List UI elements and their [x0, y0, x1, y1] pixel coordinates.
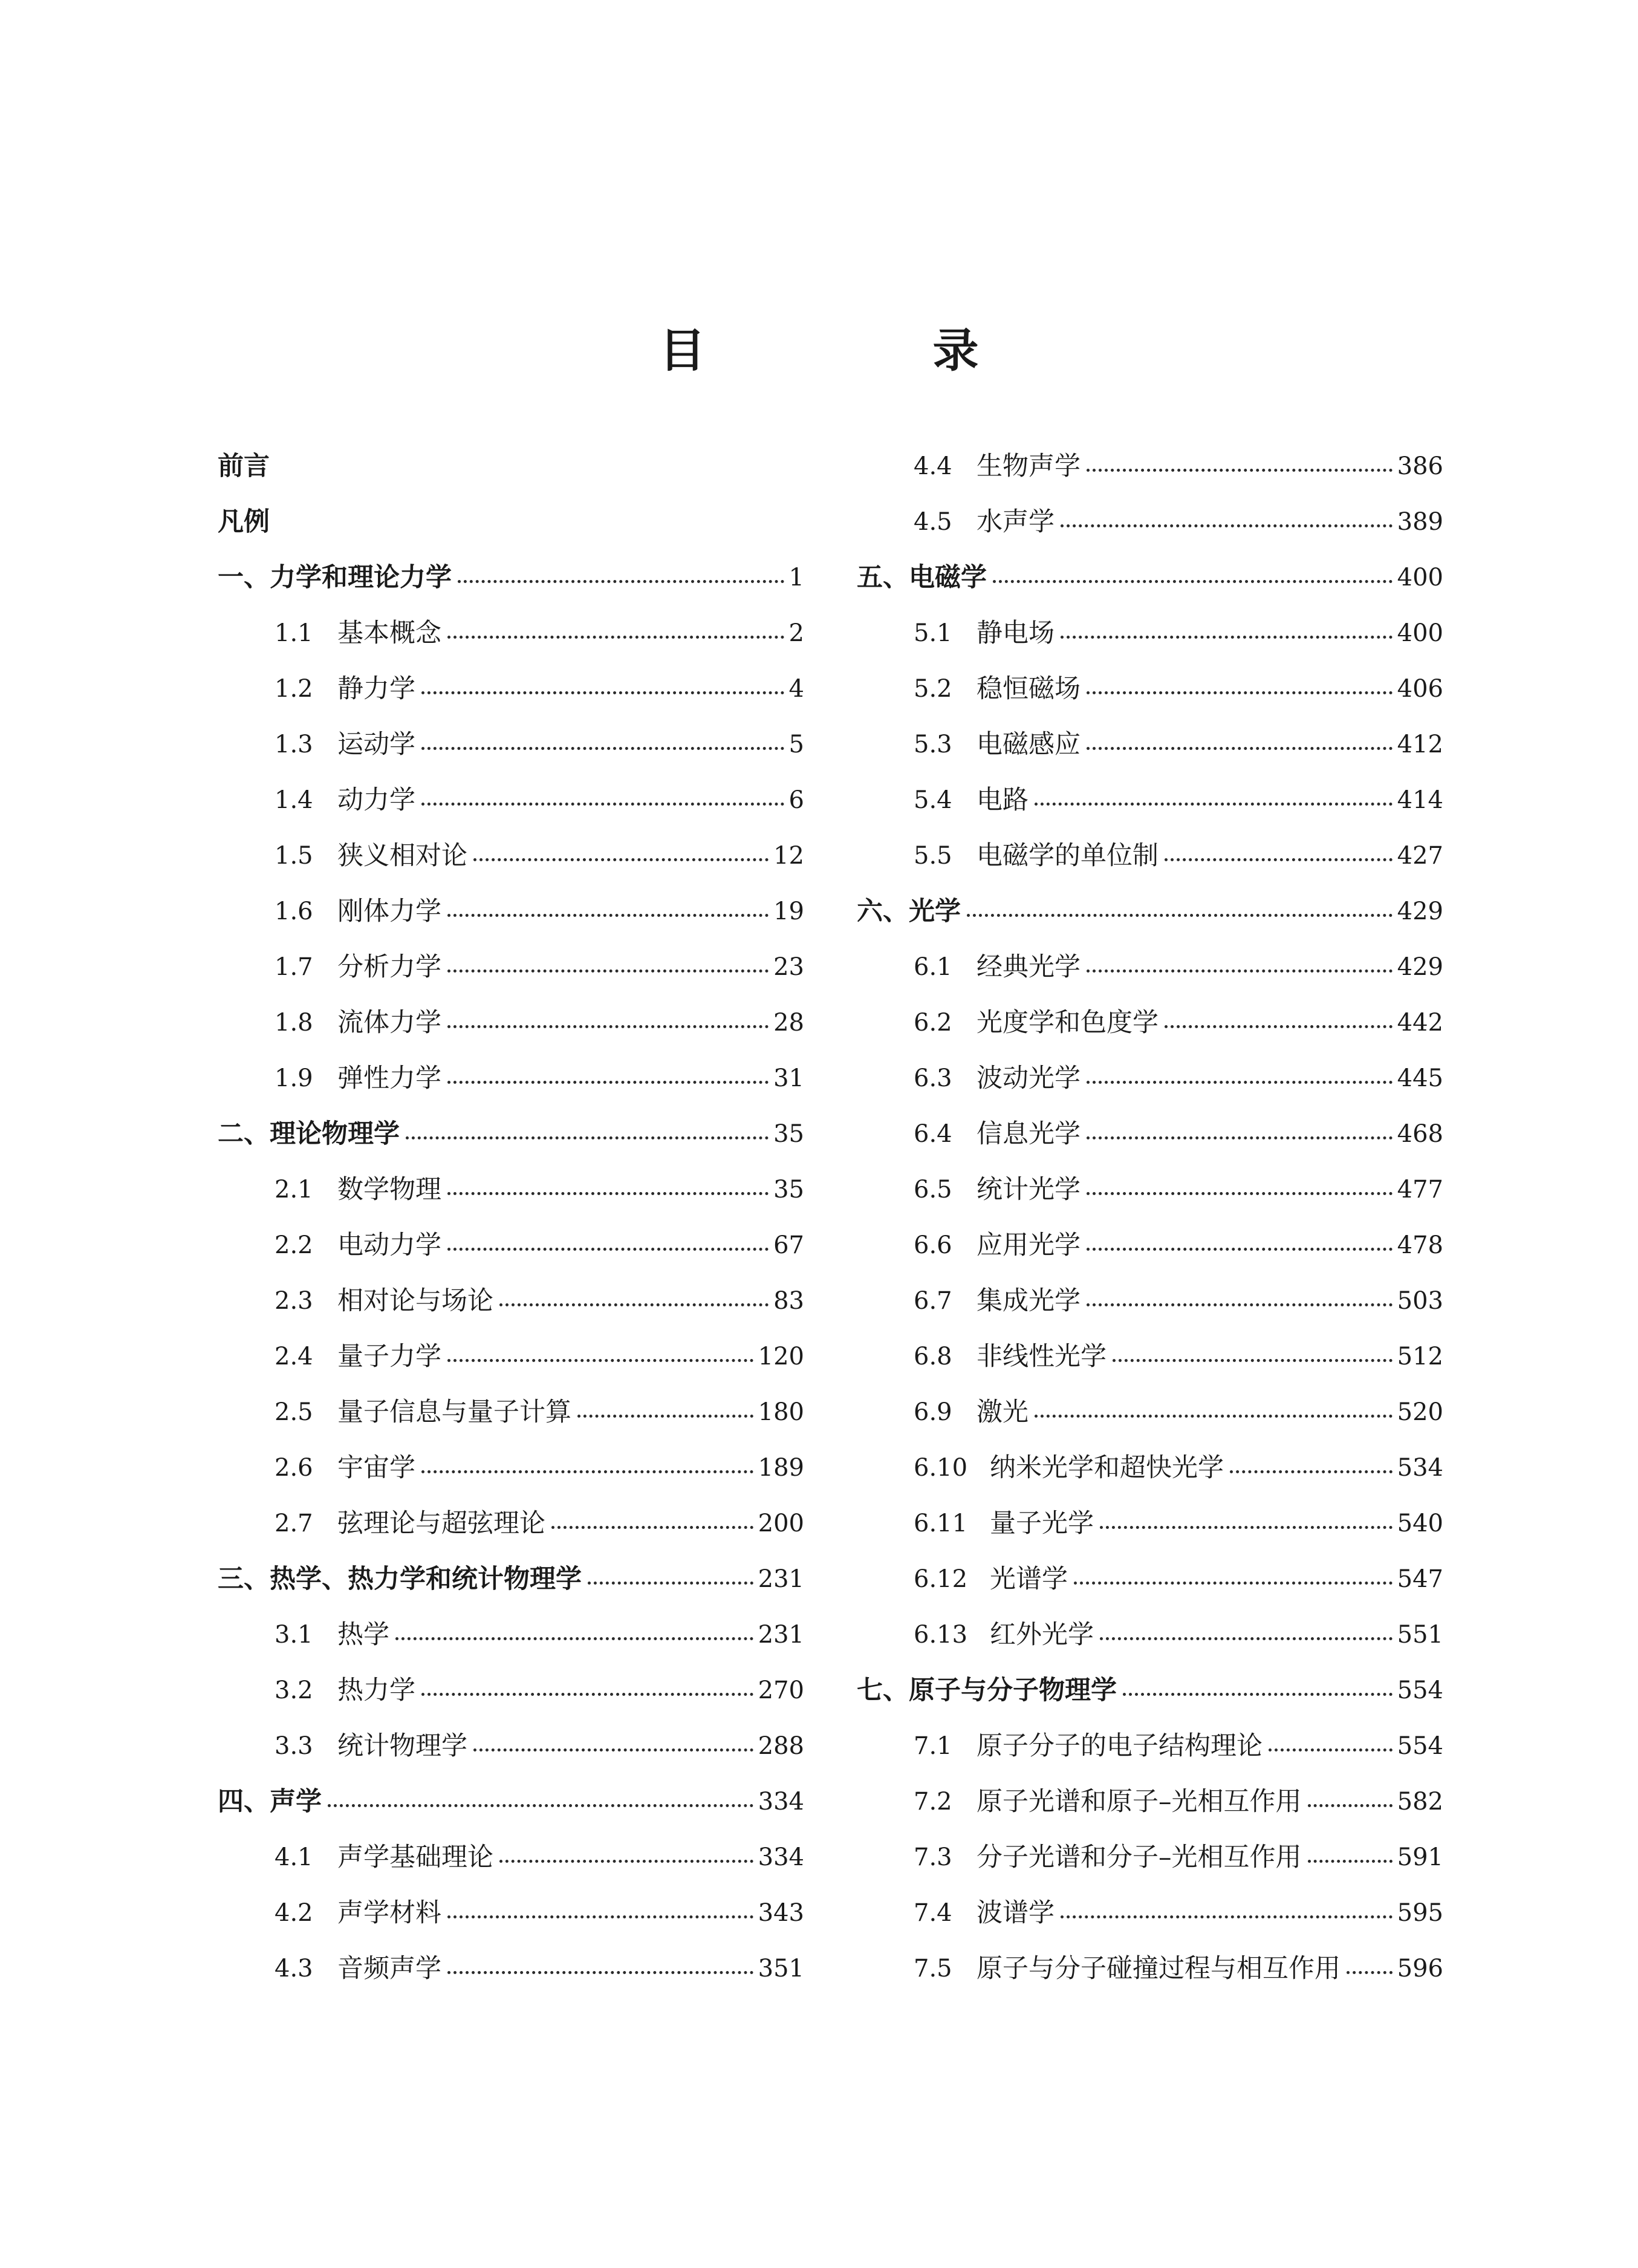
toc-page-number: 442 — [1397, 1009, 1443, 1037]
toc-entry-label: 狭义相对论 — [337, 841, 467, 871]
dot-leader — [421, 1440, 753, 1496]
toc-section-number: 4.5 — [914, 508, 952, 536]
dot-leader — [473, 1718, 753, 1774]
toc-page-number: 512 — [1397, 1343, 1443, 1370]
toc-section-number: 7.5 — [914, 1955, 952, 1983]
toc-page-number: 582 — [1397, 1788, 1443, 1816]
toc-entry-label: 光谱学 — [990, 1564, 1068, 1594]
dot-leader — [1087, 1162, 1393, 1217]
toc-section-number: 6.6 — [914, 1231, 952, 1259]
toc-section-number: 1.7 — [275, 953, 313, 981]
dot-leader — [499, 1273, 769, 1329]
toc-entry-label: 原子光谱和原子–光相互作用 — [977, 1787, 1302, 1817]
toc-section-entry[interactable] — [218, 1329, 804, 1384]
page-title: 目 录 — [659, 324, 1070, 377]
toc-page-number: 389 — [1397, 508, 1443, 536]
toc-section-entry[interactable] — [218, 828, 804, 884]
toc-section-entry[interactable] — [857, 717, 1443, 772]
toc-section-number: 1.2 — [275, 675, 313, 703]
toc-section-entry[interactable] — [857, 1941, 1443, 1996]
toc-section-entry[interactable] — [857, 1051, 1443, 1106]
dot-leader — [1230, 1440, 1393, 1496]
toc-entry-label: 激光 — [977, 1397, 1029, 1427]
toc-section-entry[interactable] — [218, 1496, 804, 1551]
toc-entry-label: 分析力学 — [337, 952, 441, 982]
toc-section-entry[interactable] — [857, 1718, 1443, 1774]
toc-page-number: 200 — [758, 1510, 804, 1537]
toc-page-number: 343 — [758, 1899, 804, 1927]
toc-entry-label: 电动力学 — [337, 1230, 441, 1260]
toc-page-number: 288 — [758, 1732, 804, 1760]
toc-entry-label: 统计物理学 — [337, 1731, 467, 1761]
toc-section-number: 6.5 — [914, 1176, 952, 1204]
toc-page-number: 351 — [758, 1955, 804, 1983]
toc-page-number: 120 — [758, 1343, 804, 1370]
dot-leader — [447, 939, 769, 995]
dot-leader — [447, 1162, 769, 1217]
toc-section-entry[interactable] — [218, 1718, 804, 1774]
toc-page-number: 334 — [758, 1788, 804, 1816]
dot-leader — [577, 1384, 753, 1440]
toc-page-number: 414 — [1397, 786, 1443, 814]
dot-leader — [473, 828, 769, 884]
toc-section-entry[interactable] — [857, 1496, 1443, 1551]
toc-entry-label: 应用光学 — [977, 1230, 1081, 1260]
toc-entry-label: 电磁学的单位制 — [977, 841, 1159, 871]
toc-entry-label: 红外光学 — [990, 1620, 1094, 1650]
dot-leader — [499, 1830, 753, 1885]
toc-entry-label: 运动学 — [337, 729, 415, 760]
dot-leader — [447, 1217, 769, 1273]
toc-section-number: 1.3 — [275, 731, 313, 758]
dot-leader — [395, 1607, 753, 1663]
toc-section-entry[interactable] — [218, 1830, 804, 1885]
toc-section-number: 5.4 — [914, 786, 952, 814]
toc-entry-label: 热学 — [337, 1620, 389, 1650]
toc-section-number: 6.4 — [914, 1120, 952, 1148]
toc-entry-label: 波动光学 — [977, 1063, 1081, 1093]
toc-entry-label: 凡例 — [218, 507, 270, 537]
dot-leader — [1100, 1496, 1393, 1551]
toc-section-number: 2.5 — [275, 1398, 313, 1426]
toc-entry-label: 量子信息与量子计算 — [337, 1397, 571, 1427]
toc-section-entry[interactable] — [857, 661, 1443, 717]
toc-section-number: 5.1 — [914, 619, 952, 647]
dot-leader — [1165, 828, 1393, 884]
toc-section-entry[interactable] — [857, 1830, 1443, 1885]
toc-chapter-entry[interactable] — [218, 1774, 804, 1830]
toc-page-number: 83 — [773, 1287, 804, 1315]
toc-chapter-entry[interactable] — [857, 884, 1443, 939]
toc-chapter-entry[interactable] — [218, 550, 804, 605]
dot-leader — [447, 884, 769, 939]
toc-page-number: 334 — [758, 1843, 804, 1871]
toc-section-entry[interactable] — [218, 772, 804, 828]
toc-page-number: 231 — [758, 1565, 804, 1593]
toc-section-number: 7.2 — [914, 1788, 952, 1816]
toc-page-number: 31 — [773, 1064, 804, 1092]
toc-entry-label: 波谱学 — [977, 1898, 1055, 1928]
toc-page-number: 595 — [1397, 1899, 1443, 1927]
dot-leader — [447, 995, 769, 1051]
toc-page-number: 547 — [1397, 1565, 1443, 1593]
toc-entry-label: 七、原子与分子物理学 — [857, 1675, 1117, 1706]
toc-entry-label: 声学基础理论 — [337, 1842, 493, 1872]
toc-section-number: 6.9 — [914, 1398, 952, 1426]
toc-section-number: 6.10 — [914, 1454, 968, 1482]
toc-page-number: 468 — [1397, 1120, 1443, 1148]
toc-section-entry[interactable] — [218, 884, 804, 939]
toc-section-entry[interactable] — [218, 1885, 804, 1941]
toc-section-entry[interactable] — [857, 1329, 1443, 1384]
toc-section-number: 3.2 — [275, 1677, 313, 1704]
toc-entry-label: 量子力学 — [337, 1341, 441, 1372]
toc-section-number: 1.8 — [275, 1009, 313, 1037]
toc-entry-label: 纳米光学和超快光学 — [990, 1453, 1224, 1483]
toc-entry-label: 原子与分子碰撞过程与相互作用 — [977, 1954, 1341, 1984]
toc-entry-label: 非线性光学 — [977, 1341, 1107, 1372]
toc-section-entry[interactable] — [218, 1663, 804, 1718]
toc-entry-label: 动力学 — [337, 785, 415, 815]
toc-section-number: 6.3 — [914, 1064, 952, 1092]
toc-entry-label: 刚体力学 — [337, 896, 441, 927]
toc-entry-label: 基本概念 — [337, 618, 441, 648]
toc-section-number: 6.12 — [914, 1565, 968, 1593]
toc-page-number: 1 — [788, 564, 804, 591]
toc-page-number: 596 — [1397, 1955, 1443, 1983]
toc-section-entry[interactable] — [218, 605, 804, 661]
toc-section-entry[interactable] — [857, 1217, 1443, 1273]
dot-leader — [1035, 1384, 1393, 1440]
toc-page-number: 400 — [1397, 564, 1443, 591]
toc-section-entry[interactable] — [218, 995, 804, 1051]
toc-section-number: 2.1 — [275, 1176, 313, 1204]
toc-section-number: 5.2 — [914, 675, 952, 703]
toc-section-number: 6.8 — [914, 1343, 952, 1370]
toc-page-number: 429 — [1397, 898, 1443, 925]
toc-entry-label: 分子光谱和分子–光相互作用 — [977, 1842, 1302, 1872]
dot-leader — [458, 550, 784, 605]
toc-entry-label: 三、热学、热力学和统计物理学 — [218, 1564, 582, 1594]
toc-section-number: 2.2 — [275, 1231, 313, 1259]
toc-section-number: 5.3 — [914, 731, 952, 758]
toc-section-number: 1.9 — [275, 1064, 313, 1092]
toc-section-entry[interactable] — [218, 1941, 804, 1996]
toc-entry-label: 一、力学和理论力学 — [218, 562, 452, 593]
dot-leader — [406, 1106, 769, 1162]
toc-page-number: 503 — [1397, 1287, 1443, 1315]
toc-section-number: 1.5 — [275, 842, 313, 870]
toc-page-number: 67 — [773, 1231, 804, 1259]
toc-page-number: 554 — [1397, 1677, 1443, 1704]
toc-chapter-entry[interactable] — [857, 550, 1443, 605]
toc-page-number: 554 — [1397, 1732, 1443, 1760]
dot-leader — [421, 1663, 753, 1718]
dot-leader — [447, 1051, 769, 1106]
toc-section-number: 2.7 — [275, 1510, 313, 1537]
toc-page-number: 445 — [1397, 1064, 1443, 1092]
toc-entry-label: 弹性力学 — [337, 1063, 441, 1093]
toc-right-column — [857, 438, 1443, 2011]
dot-leader — [1123, 1663, 1393, 1718]
toc-section-number: 6.7 — [914, 1287, 952, 1315]
toc-chapter-entry[interactable] — [218, 494, 804, 550]
toc-section-entry[interactable] — [218, 1384, 804, 1440]
toc-section-entry[interactable] — [218, 1273, 804, 1329]
toc-page-number: 478 — [1397, 1231, 1443, 1259]
dot-leader — [588, 1551, 753, 1607]
toc-entry-label: 量子光学 — [990, 1508, 1094, 1539]
toc-section-number: 2.6 — [275, 1454, 313, 1482]
dot-leader — [421, 717, 784, 772]
toc-section-entry[interactable] — [857, 1885, 1443, 1941]
toc-entry-label: 热力学 — [337, 1675, 415, 1706]
dot-leader — [1269, 1718, 1393, 1774]
toc-section-number: 3.1 — [275, 1621, 313, 1649]
toc-section-entry[interactable] — [857, 1440, 1443, 1496]
toc-section-number: 3.3 — [275, 1732, 313, 1760]
dot-leader — [1087, 438, 1393, 494]
toc-page-number: 28 — [773, 1009, 804, 1037]
dot-leader — [1087, 1217, 1393, 1273]
toc-section-entry[interactable] — [218, 1607, 804, 1663]
toc-section-entry[interactable] — [857, 494, 1443, 550]
toc-entry-label: 统计光学 — [977, 1175, 1081, 1205]
toc-entry-label: 生物声学 — [977, 451, 1081, 481]
toc-chapter-entry[interactable] — [857, 1663, 1443, 1718]
toc-page-number: 427 — [1397, 842, 1443, 870]
dot-leader — [1061, 605, 1393, 661]
toc-page-number: 180 — [758, 1398, 804, 1426]
toc-section-entry[interactable] — [857, 1106, 1443, 1162]
toc-entry-label: 集成光学 — [977, 1286, 1081, 1316]
toc-section-number: 6.13 — [914, 1621, 968, 1649]
toc-section-entry[interactable] — [218, 939, 804, 995]
dot-leader — [1087, 939, 1393, 995]
toc-entry-label: 流体力学 — [337, 1008, 441, 1038]
toc-page-number: 19 — [773, 898, 804, 925]
toc-entry-label: 宇宙学 — [337, 1453, 415, 1483]
toc-chapter-entry[interactable] — [218, 1551, 804, 1607]
toc-section-number: 2.3 — [275, 1287, 313, 1315]
dot-leader — [1074, 1551, 1393, 1607]
toc-entry-label: 五、电磁学 — [857, 562, 987, 593]
toc-section-number: 1.4 — [275, 786, 313, 814]
toc-section-entry[interactable] — [857, 605, 1443, 661]
toc-entry-label: 音频声学 — [337, 1954, 441, 1984]
toc-section-number: 4.1 — [275, 1843, 313, 1871]
toc-entry-label: 光度学和色度学 — [977, 1008, 1159, 1038]
dot-leader — [967, 884, 1393, 939]
toc-section-number: 2.4 — [275, 1343, 313, 1370]
toc-section-number: 4.4 — [914, 452, 952, 480]
toc-entry-label: 静力学 — [337, 674, 415, 704]
dot-leader — [447, 1941, 753, 1996]
toc-page-number: 2 — [788, 619, 804, 647]
dot-leader — [447, 1329, 753, 1384]
toc-section-entry[interactable] — [857, 1551, 1443, 1607]
dot-leader — [447, 605, 784, 661]
toc-page-number: 6 — [788, 786, 804, 814]
toc-page-number: 5 — [788, 731, 804, 758]
toc-page-number: 477 — [1397, 1176, 1443, 1204]
toc-section-number: 4.3 — [275, 1955, 313, 1983]
toc-entry-label: 信息光学 — [977, 1119, 1081, 1149]
toc-section-number: 7.1 — [914, 1732, 952, 1760]
dot-leader — [551, 1496, 753, 1551]
toc-entry-label: 稳恒磁场 — [977, 674, 1081, 704]
dot-leader — [1347, 1941, 1393, 1996]
toc-section-number: 1.1 — [275, 619, 313, 647]
dot-leader — [1100, 1607, 1393, 1663]
toc-entry-label: 经典光学 — [977, 952, 1081, 982]
toc-page-number: 429 — [1397, 953, 1443, 981]
toc-page-number: 12 — [773, 842, 804, 870]
toc-section-entry[interactable] — [857, 828, 1443, 884]
toc-left-column — [218, 438, 804, 2011]
dot-leader — [1087, 1051, 1393, 1106]
toc-entry-label: 前言 — [218, 451, 270, 481]
toc-chapter-entry[interactable] — [218, 1106, 804, 1162]
dot-leader — [328, 1774, 753, 1830]
toc-chapter-entry[interactable] — [218, 438, 804, 494]
toc-section-number: 4.2 — [275, 1899, 313, 1927]
toc-section-entry[interactable] — [857, 1774, 1443, 1830]
dot-leader — [1308, 1774, 1393, 1830]
toc-section-entry[interactable] — [218, 1051, 804, 1106]
toc-section-entry[interactable] — [218, 1162, 804, 1217]
toc-section-entry[interactable] — [857, 1273, 1443, 1329]
toc-page-number: 189 — [758, 1454, 804, 1482]
toc-entry-label: 相对论与场论 — [337, 1286, 493, 1316]
toc-entry-label: 六、光学 — [857, 896, 961, 927]
toc-section-entry[interactable] — [857, 772, 1443, 828]
toc-page-number: 406 — [1397, 675, 1443, 703]
dot-leader — [1061, 1885, 1393, 1941]
dot-leader — [1035, 772, 1393, 828]
toc-page-number: 23 — [773, 953, 804, 981]
dot-leader — [1087, 1273, 1393, 1329]
dot-leader — [1113, 1329, 1393, 1384]
toc-page-number: 540 — [1397, 1510, 1443, 1537]
toc-section-entry[interactable] — [857, 438, 1443, 494]
toc-page-number: 591 — [1397, 1843, 1443, 1871]
toc-section-entry[interactable] — [857, 995, 1443, 1051]
toc-page-number: 35 — [773, 1176, 804, 1204]
toc-section-entry[interactable] — [857, 939, 1443, 995]
toc-entry-label: 弦理论与超弦理论 — [337, 1508, 545, 1539]
toc-page-number: 270 — [758, 1677, 804, 1704]
dot-leader — [1165, 995, 1393, 1051]
toc-section-number: 7.3 — [914, 1843, 952, 1871]
toc-section-number: 6.11 — [914, 1510, 968, 1537]
toc-page-number: 520 — [1397, 1398, 1443, 1426]
dot-leader — [993, 550, 1393, 605]
toc-section-entry[interactable] — [218, 1217, 804, 1273]
dot-leader — [421, 772, 784, 828]
toc-page-number: 400 — [1397, 619, 1443, 647]
toc-entry-label: 电磁感应 — [977, 729, 1081, 760]
dot-leader — [1061, 494, 1393, 550]
dot-leader — [421, 661, 784, 717]
toc-entry-label: 电路 — [977, 785, 1029, 815]
toc-section-entry[interactable] — [218, 717, 804, 772]
toc-page-number: 35 — [773, 1120, 804, 1148]
toc-section-entry[interactable] — [218, 661, 804, 717]
toc-entry-label: 二、理论物理学 — [218, 1119, 400, 1149]
toc-section-number: 1.6 — [275, 898, 313, 925]
toc-section-number: 5.5 — [914, 842, 952, 870]
toc-section-number: 7.4 — [914, 1899, 952, 1927]
toc-section-entry[interactable] — [218, 1440, 804, 1496]
toc-page-number: 231 — [758, 1621, 804, 1649]
toc-page-number: 412 — [1397, 731, 1443, 758]
dot-leader — [1087, 1106, 1393, 1162]
toc-entry-label: 数学物理 — [337, 1175, 441, 1205]
toc-entry-label: 原子分子的电子结构理论 — [977, 1731, 1263, 1761]
toc-section-entry[interactable] — [857, 1607, 1443, 1663]
toc-page-number: 386 — [1397, 452, 1443, 480]
toc-entry-label: 四、声学 — [218, 1787, 322, 1817]
toc-section-number: 6.1 — [914, 953, 952, 981]
toc-section-entry[interactable] — [857, 1384, 1443, 1440]
dot-leader — [1087, 661, 1393, 717]
dot-leader — [1308, 1830, 1393, 1885]
toc-entry-label: 声学材料 — [337, 1898, 441, 1928]
toc-page-number: 534 — [1397, 1454, 1443, 1482]
toc-page-number: 4 — [788, 675, 804, 703]
toc-page-number: 551 — [1397, 1621, 1443, 1649]
toc-section-number: 6.2 — [914, 1009, 952, 1037]
toc-entry-label: 水声学 — [977, 507, 1055, 537]
dot-leader — [1087, 717, 1393, 772]
dot-leader — [447, 1885, 753, 1941]
toc-entry-label: 静电场 — [977, 618, 1055, 648]
toc-section-entry[interactable] — [857, 1162, 1443, 1217]
